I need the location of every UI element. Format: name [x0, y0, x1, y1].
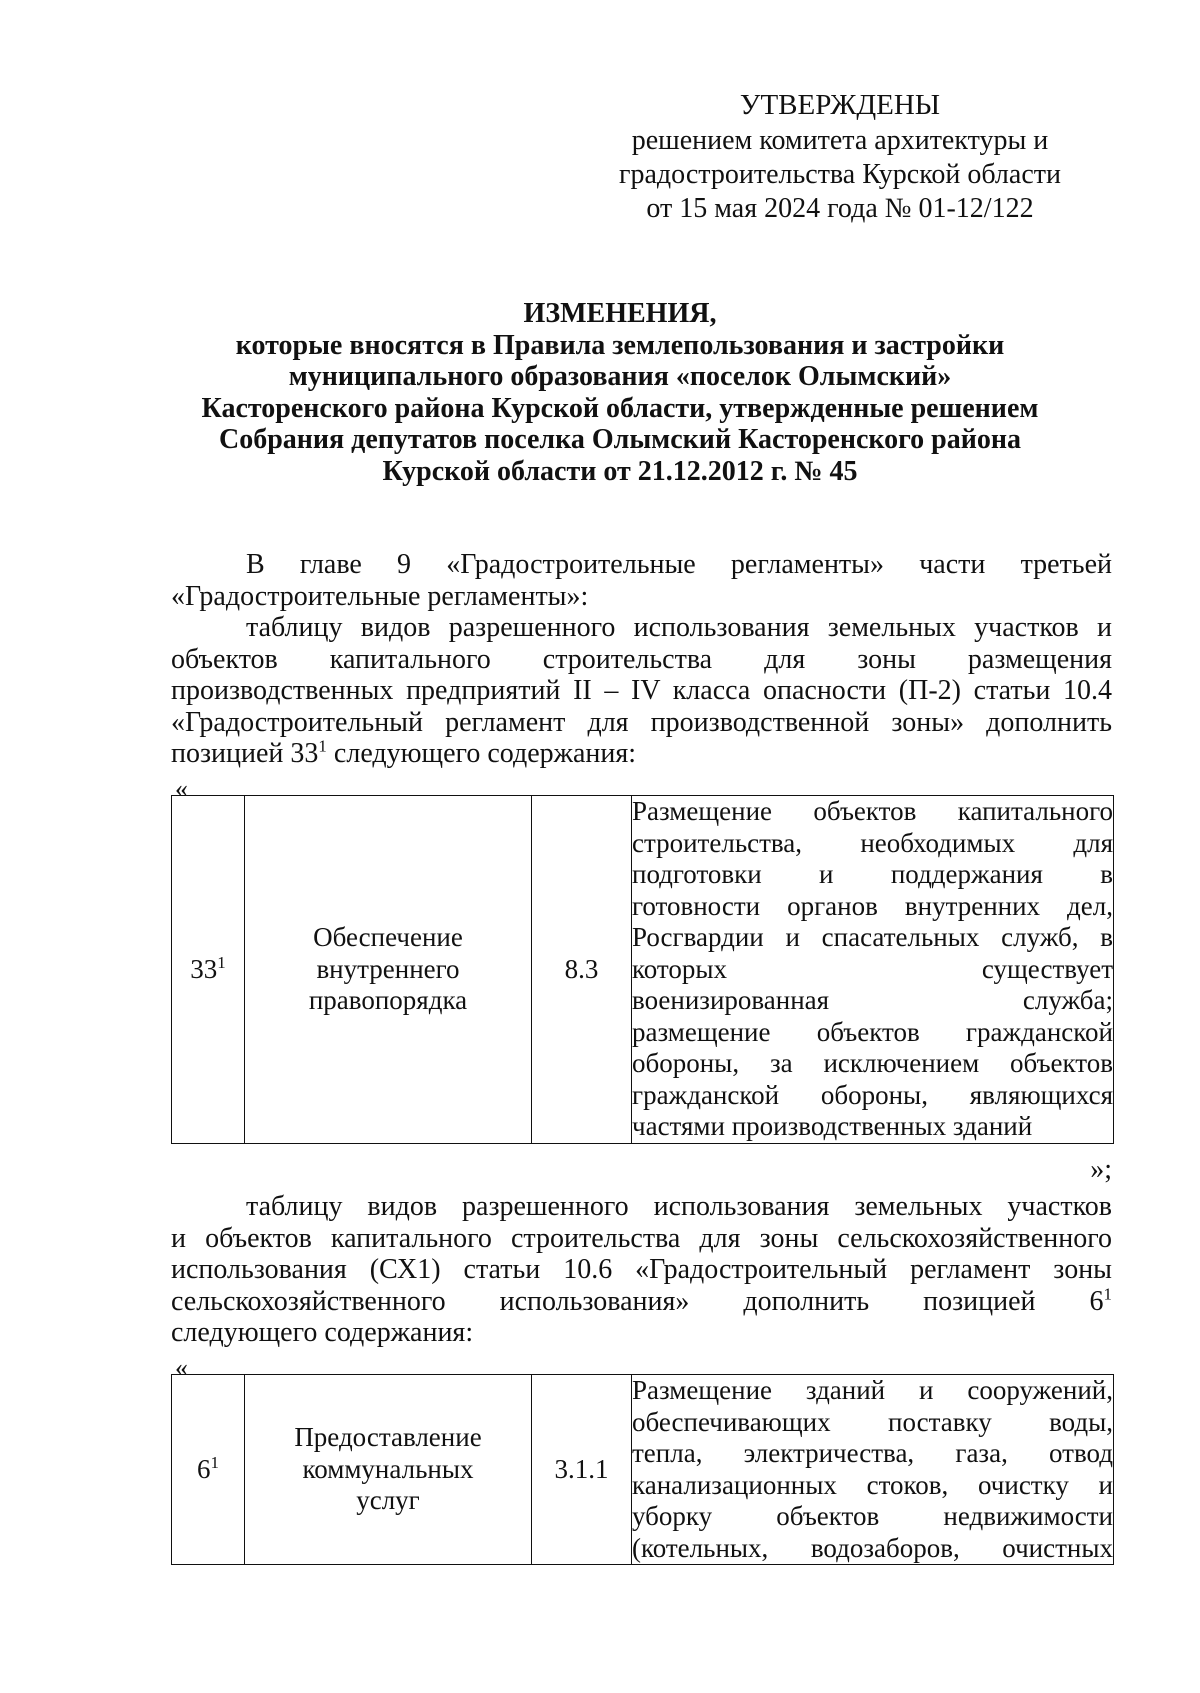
- description-line: готовности органов внутренних дел,: [632, 890, 1113, 921]
- use-name-line: коммунальных: [302, 1453, 474, 1484]
- superscript: 1: [217, 952, 226, 972]
- text-line: В главе 9 «Градостроительные регламенты» части третьей: [246, 549, 1112, 580]
- regulation-table-1: [171, 795, 1114, 1144]
- title-line: муниципального образования «поселок Олымский»: [288, 361, 952, 392]
- superscript: 1: [318, 736, 327, 756]
- description-line: военизированная служба;: [632, 985, 1113, 1015]
- table-row: [172, 796, 1114, 1144]
- title-line: Касторенского района Курской области, утвержденные решением: [201, 392, 1039, 424]
- description-line: обеспечивающих поставку воды,: [632, 1406, 1113, 1437]
- description-line: строительства, необходимых для: [632, 827, 1113, 858]
- quote-open-mark: «: [175, 774, 188, 803]
- description-line: тепла, электричества, газа, отвод: [632, 1438, 1113, 1468]
- use-name-line: услуг: [356, 1485, 420, 1516]
- description-line: (котельных, водозаборов, очистных: [632, 1532, 1113, 1563]
- description-line: размещение объектов гражданской: [632, 1016, 1113, 1047]
- text-line: объектов капитального строительства для зоны размещения: [171, 643, 1112, 675]
- text-line: использования (СХ1) статьи 10.6 «Градостроительный регламент зоны: [171, 1254, 1112, 1285]
- description-line: гражданской обороны, являющихся: [632, 1079, 1113, 1110]
- position-number: 6: [197, 1453, 211, 1484]
- description-line: частями производственных зданий: [632, 1111, 1033, 1141]
- description-line: Размещение зданий и сооружений,: [632, 1375, 1113, 1405]
- use-code-cell: 8.3: [532, 796, 632, 1144]
- paragraph-table2-intro: [171, 1191, 1112, 1349]
- approval-line: решением комитета архитектуры и: [631, 125, 1049, 156]
- use-code-cell: 3.1.1: [532, 1375, 632, 1565]
- description-line: обороны, за исключением объектов: [632, 1048, 1113, 1078]
- quote-close-mark: »;: [1090, 1154, 1112, 1185]
- use-name-line: внутреннего: [316, 953, 460, 984]
- text-line: [171, 1286, 1112, 1318]
- paragraph-table1-intro: [171, 612, 1112, 770]
- approval-line: градостроительства Курской области: [619, 159, 1061, 190]
- title-line: Собрания депутатов поселка Олымский Касторенского района: [218, 424, 1022, 455]
- text-line: следующего содержания:: [171, 1317, 474, 1348]
- use-name-line: Предоставление: [294, 1422, 482, 1453]
- text-line: таблицу видов разрешенного использования земельных участков: [246, 1191, 1112, 1222]
- text-fragment: следующего содержания:: [326, 738, 637, 769]
- description-line: Росгвардии и спасательных служб, в: [632, 922, 1113, 952]
- document-title: [170, 298, 1070, 487]
- text-line: таблицу видов разрешенного использования земельных участков и: [246, 612, 1112, 643]
- text-line: «Градостроительные регламенты»:: [171, 580, 589, 612]
- quote-open-mark: «: [175, 1353, 188, 1382]
- text-fragment: сельскохозяйственного использования» дополнить позицией 6: [171, 1285, 1104, 1317]
- intro-paragraph: [171, 549, 1112, 612]
- use-name-line: правопорядка: [308, 985, 468, 1015]
- text-line: и объектов капитального строительства для зоны сельскохозяйственного: [171, 1222, 1112, 1254]
- table-row: [172, 1375, 1114, 1565]
- text-line: [171, 738, 1112, 770]
- approval-heading: УТВЕРЖДЕНЫ: [739, 89, 941, 121]
- text-fragment: позицией 33: [171, 738, 319, 769]
- use-description-cell: [632, 796, 1114, 1144]
- position-number-cell: [172, 1375, 245, 1565]
- text-line: «Градостроительный регламент для производственной зоны» дополнить: [171, 706, 1112, 738]
- title-main: ИЗМЕНЕНИЯ,: [523, 298, 717, 329]
- use-name-cell: [245, 1375, 532, 1565]
- use-name-line: Обеспечение: [313, 922, 463, 952]
- position-number-cell: [172, 796, 245, 1144]
- title-line: Курской области от 21.12.2012 г. № 45: [382, 455, 858, 487]
- description-line: уборку объектов недвижимости: [632, 1501, 1113, 1531]
- text-line: производственных предприятий II – IV класса опасности (П-2) статьи 10.4: [171, 675, 1112, 706]
- use-description-cell: [632, 1375, 1114, 1565]
- approval-stamp: [580, 88, 1100, 226]
- regulation-table-2: [171, 1374, 1114, 1565]
- use-name-cell: [245, 796, 532, 1144]
- superscript: 1: [210, 1452, 219, 1472]
- description-line: которых существует: [632, 953, 1113, 984]
- description-line: канализационных стоков, очистку и: [632, 1469, 1113, 1500]
- title-line: которые вносятся в Правила землепользования и застройки: [235, 329, 1005, 361]
- superscript: 1: [1103, 1284, 1112, 1304]
- position-number: 33: [190, 953, 218, 984]
- description-line: Размещение объектов капитального: [632, 796, 1113, 826]
- approval-date: от 15 мая 2024 года № 01-12/122: [646, 193, 1034, 224]
- description-line: подготовки и поддержания в: [632, 859, 1113, 889]
